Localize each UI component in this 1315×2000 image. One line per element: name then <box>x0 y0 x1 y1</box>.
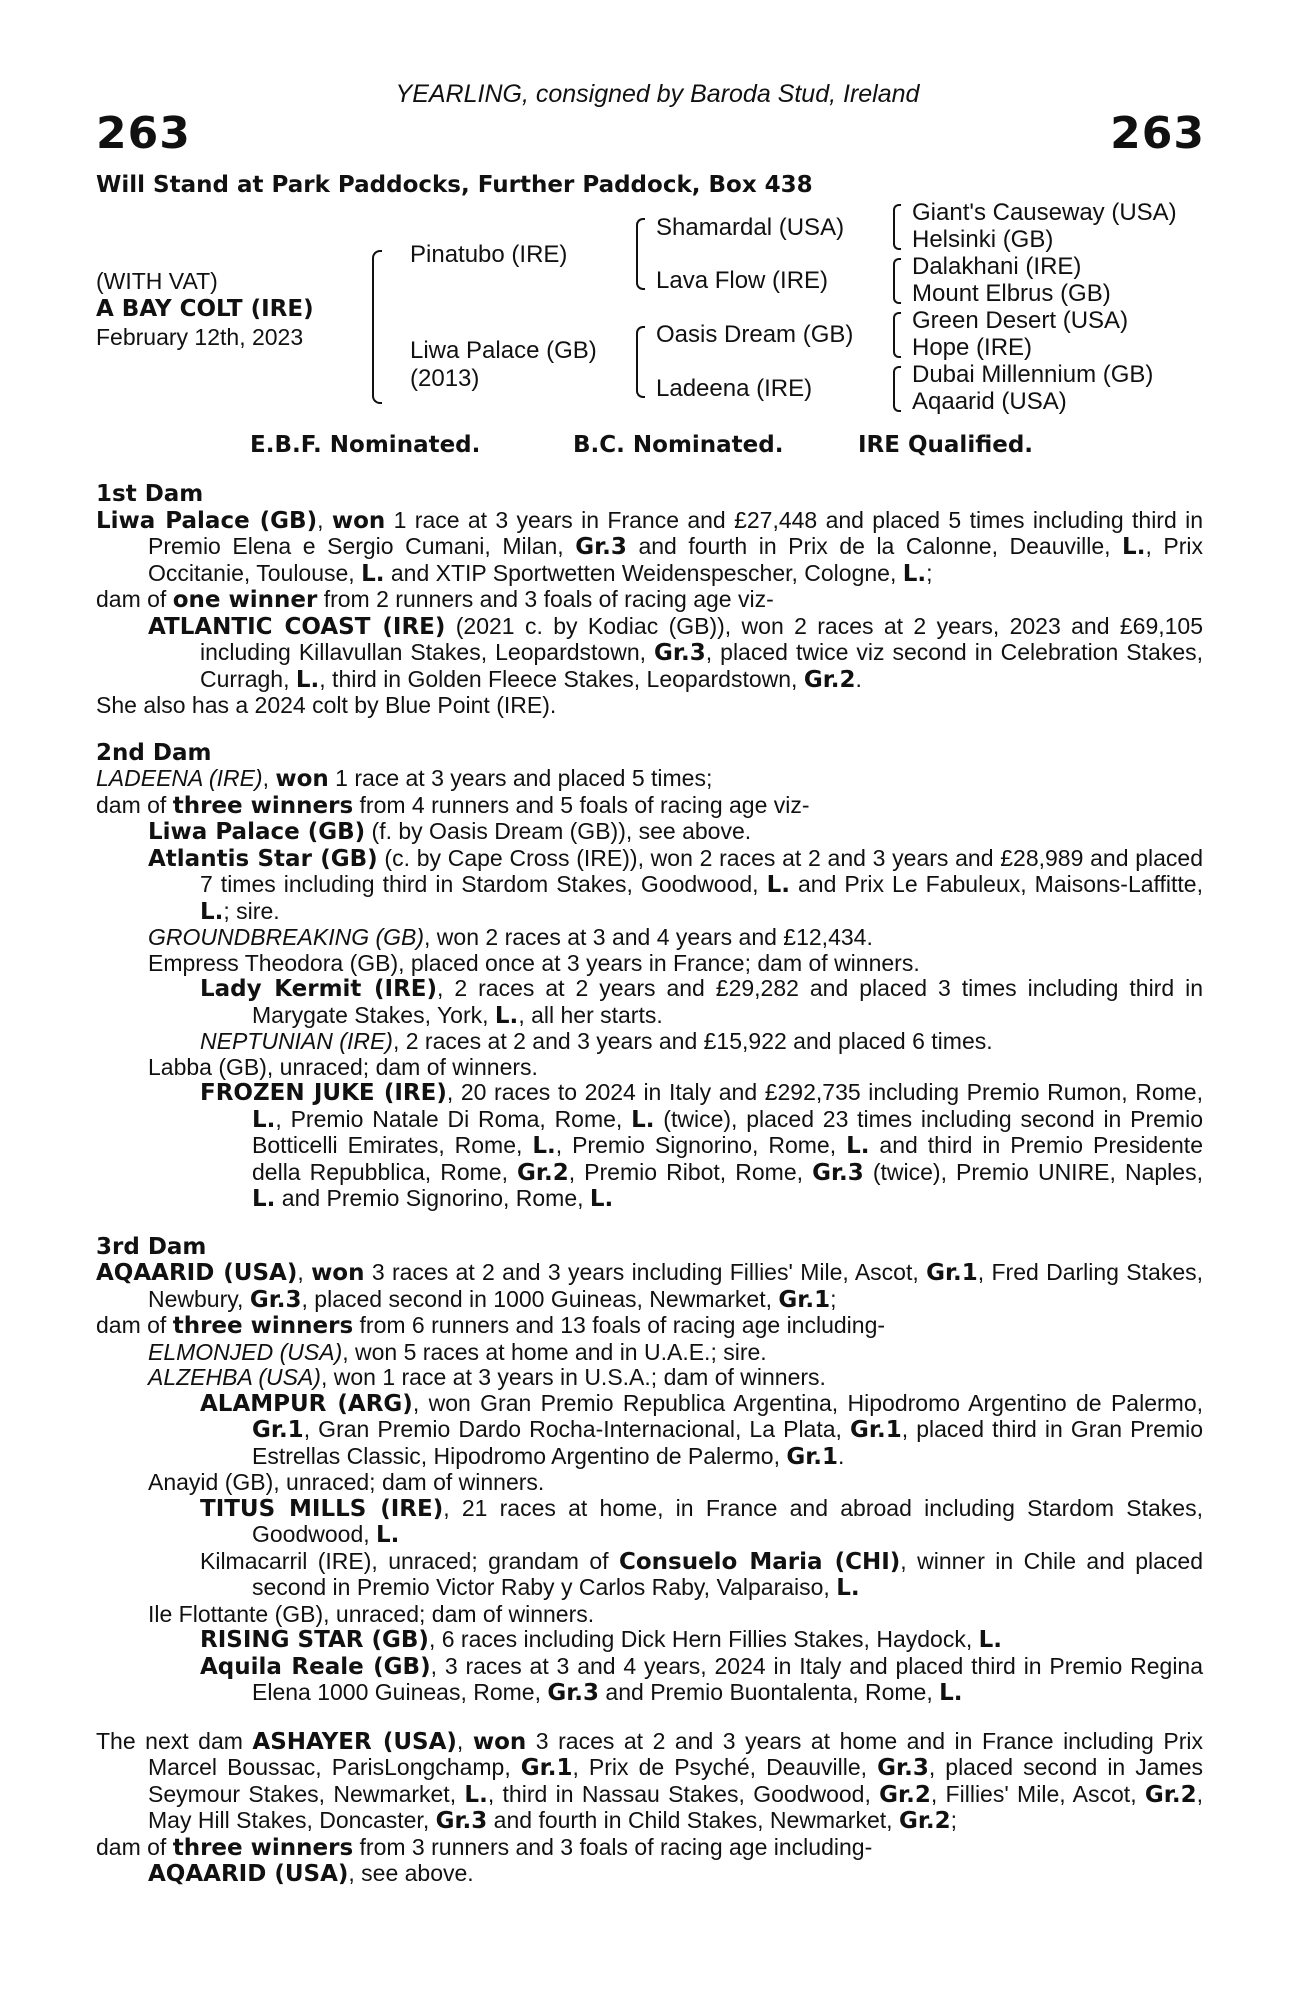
first-dam-record: Liwa Palace (GB), won 1 race at 3 years in France and £27,448 and placed 5 times including third in Premio Elena e Sergio Cumani, Milan, Gr.3 and fourth in Prix de la Calonne, Deauville, L., Prix Occitanie, Toulouse, L. and XTIP Sportwetten Weidenspescher, Cologne, L.; <box>96 506 1204 587</box>
progeny-name: GROUNDBREAKING (GB) <box>148 924 425 950</box>
text: , won 5 races at home and in U.A.E.; sire. <box>342 1338 767 1365</box>
won-label: won <box>275 766 329 792</box>
listed-label: L. <box>902 560 927 587</box>
third-dam-heading: 3rd Dam <box>96 1233 207 1260</box>
pedigree-brace-sire <box>636 218 645 290</box>
text: . <box>855 665 862 692</box>
text: , 20 races to 2024 in Italy and £292,735 including Premio Rumon, Rome, <box>446 1079 1203 1105</box>
progeny-entry <box>96 1365 1203 1391</box>
winners-count: one winner <box>172 587 318 613</box>
consignment-subtitle: YEARLING, consigned by Baroda Stud, Ireland <box>395 80 920 108</box>
listed-label: L. <box>1122 534 1146 560</box>
pedigree-brace-main <box>372 250 382 404</box>
listed-label: L. <box>846 1133 870 1159</box>
text: ; <box>950 1807 958 1833</box>
progeny-name: FROZEN JUKE (IRE) <box>200 1080 447 1106</box>
progeny-entry: Ile Flottante (GB), unraced; dam of winners. <box>148 1600 595 1627</box>
next-dam-name: ASHAYER (USA) <box>252 1728 457 1755</box>
progeny-entry: Anayid (GB), unraced; dam of winners. <box>148 1469 545 1495</box>
grand-progeny-entry <box>96 1391 1203 1471</box>
grand-progeny-entry <box>96 1627 1203 1654</box>
listed-label: L. <box>939 1680 963 1706</box>
dam-dam-sire: Dubai Millennium (GB) <box>912 361 1154 388</box>
second-dam-heading: 2nd Dam <box>96 739 212 766</box>
text: , Premio Natale Di Roma, Rome, <box>275 1105 632 1132</box>
winners-count: three winners <box>172 1313 354 1339</box>
listed-label: L. <box>631 1106 655 1133</box>
group-2-label: Gr.2 <box>879 1781 931 1808</box>
text: , Prix de Psyché, Deauville, <box>572 1754 878 1780</box>
second-dam-produce-summary <box>96 793 1203 820</box>
text: ; <box>926 559 933 586</box>
text: ; <box>830 1285 837 1312</box>
text: and third in Premio Presidente della Repubblica, Rome, <box>252 1132 1203 1185</box>
text: 1 race at 3 years and placed 5 times; <box>328 765 713 791</box>
text: , 3 races at 3 and 4 years, 2024 in Italy and placed third in Premio Regina Elena 1000 Guineas, Rome, <box>252 1652 1204 1705</box>
group-2-label: Gr.2 <box>898 1808 951 1834</box>
progeny-name: ALZEHBA (USA) <box>148 1364 321 1390</box>
won-label: won <box>331 507 386 534</box>
text: , third in Golden Fleece Stakes, Leopardstown, <box>319 665 804 692</box>
pedigree-brace-gen3-4 <box>893 366 901 412</box>
grand-progeny-entry <box>96 1080 1203 1213</box>
group-1-label: Gr.1 <box>786 1443 839 1470</box>
text: from 3 runners and 3 foals of racing age including- <box>353 1833 873 1860</box>
ire-qualified: IRE Qualified. <box>858 432 1034 458</box>
text: , <box>297 1259 312 1285</box>
progeny-entry: Labba (GB), unraced; dam of winners. <box>148 1053 538 1080</box>
dam: Liwa Palace (GB) <box>410 337 597 364</box>
text: The next dam <box>96 1727 253 1754</box>
winners-count: three winners <box>172 792 354 819</box>
progeny-entry <box>96 1861 1203 1888</box>
text: 3 races at 2 and 3 years including Fillies' Mile, Ascot, <box>364 1259 927 1285</box>
first-dam-heading: 1st Dam <box>96 481 204 507</box>
third-dam-record <box>96 1260 1203 1313</box>
text: and fourth in Prix de la Calonne, Deauville, <box>626 533 1123 559</box>
group-1-label: Gr.1 <box>520 1755 573 1781</box>
grand-progeny-entry <box>96 1549 1203 1602</box>
group-3-label: Gr.3 <box>547 1680 600 1706</box>
lot-number-right: 263 <box>1110 108 1205 159</box>
group-2-label: Gr.2 <box>803 666 856 693</box>
text: , 6 races including Dick Hern Fillies Stakes, Haydock, <box>428 1626 979 1652</box>
dam-year: (2013) <box>410 365 480 392</box>
sire-dam: Lava Flow (IRE) <box>656 267 829 294</box>
text: , placed third in Gran Premio Estrellas Classic, Hipodromo Argentino de Palermo, <box>252 1416 1203 1469</box>
sire-dam-dam: Mount Elbrus (GB) <box>912 280 1111 307</box>
progeny-entry <box>96 819 1203 846</box>
progeny-name: Consuelo Maria (CHI) <box>618 1548 901 1575</box>
group-1-label: Gr.1 <box>926 1260 978 1286</box>
text: , see above. <box>348 1860 474 1886</box>
listed-label: L. <box>252 1106 276 1133</box>
text: dam of <box>96 586 173 612</box>
text: (f. by Oasis Dream (GB)), see above. <box>365 818 752 844</box>
stand-location: Will Stand at Park Paddocks, Further Paddock, Box 438 <box>96 172 813 198</box>
text: (c. by Cape Cross (IRE)), won 2 races at 2 and 3 years and £28,989 and placed 7 times including third in Stardom Stakes, Goodwood, <box>200 844 1204 897</box>
group-3-label: Gr.3 <box>575 534 627 560</box>
group-2-label: Gr.2 <box>517 1159 569 1186</box>
text: from 4 runners and 5 foals of racing age viz- <box>353 791 810 818</box>
text: , 2 races at 2 and 3 years and £15,922 and placed 6 times. <box>392 1028 993 1054</box>
text: , placed second in James Seymour Stakes, Newmarket, <box>148 1754 1204 1807</box>
dam-sire-dam: Hope (IRE) <box>912 334 1033 361</box>
next-dam-record <box>96 1729 1203 1835</box>
text: dam of <box>96 791 173 818</box>
text: Kilmacarril (IRE), unraced; grandam of <box>200 1547 619 1574</box>
third-dam-produce-summary <box>96 1313 1203 1340</box>
progeny-name: TITUS MILLS (IRE) <box>200 1495 444 1522</box>
group-1-label: Gr.1 <box>778 1286 831 1313</box>
text: and fourth in Child Stakes, Newmarket, <box>487 1807 899 1833</box>
text: , 21 races at home, in France and abroad including Stardom Stakes, Goodwood, <box>252 1494 1203 1547</box>
listed-label: L. <box>361 560 385 587</box>
listed-label: L. <box>200 898 224 925</box>
text: , Fred Darling Stakes, Newbury, <box>148 1259 1204 1312</box>
text: and XTIP Sportwetten Weidenspescher, Cologne, <box>384 559 903 586</box>
first-dam-produce-summary <box>96 587 1203 614</box>
first-dam-name: Liwa Palace (GB) <box>96 507 318 534</box>
progeny-name: Liwa Palace (GB) <box>148 819 366 845</box>
text: , all her starts. <box>518 1001 663 1028</box>
text: , <box>456 1727 473 1754</box>
sire-sire-sire: Giant's Causeway (USA) <box>912 199 1177 226</box>
text: , Premio Signorino, Rome, <box>555 1132 847 1158</box>
text: , third in Nassau Stakes, Goodwood, <box>487 1780 880 1807</box>
text: , <box>262 765 276 791</box>
grand-progeny-entry <box>96 1496 1203 1549</box>
progeny-name: ATLANTIC COAST (IRE) <box>148 613 446 640</box>
text: (twice), Premio UNIRE, Naples, <box>863 1158 1203 1185</box>
lot-number-left: 263 <box>96 108 191 159</box>
dam-sire: Oasis Dream (GB) <box>656 321 854 348</box>
listed-label: L. <box>766 872 790 898</box>
text: ; sire. <box>223 897 280 924</box>
progeny-name: Lady Kermit (IRE) <box>200 976 438 1002</box>
bc-nomination: B.C. Nominated. <box>573 432 784 458</box>
winners-count: three winners <box>172 1834 354 1861</box>
progeny-name: ALAMPUR (ARG) <box>200 1390 413 1417</box>
pedigree-brace-dam <box>636 326 645 398</box>
catalogue-body <box>96 482 1203 1888</box>
pedigree-brace-gen3-3 <box>893 312 901 358</box>
horse-name: A BAY COLT (IRE) <box>96 296 314 322</box>
foaling-date: February 12th, 2023 <box>96 324 304 350</box>
listed-label: L. <box>464 1781 488 1808</box>
grand-progeny-entry <box>96 1654 1203 1707</box>
text: , May Hill Stakes, Doncaster, <box>148 1780 1203 1833</box>
text: , Prix Occitanie, Toulouse, <box>148 533 1203 586</box>
third-dam-name: AQAARID (USA) <box>96 1260 298 1286</box>
pedigree-brace-gen3-1 <box>893 204 901 250</box>
text: , won 2 races at 3 and 4 years and £12,434. <box>424 924 873 950</box>
listed-label: L. <box>978 1627 1003 1653</box>
text: , Fillies' Mile, Ascot, <box>930 1780 1145 1807</box>
listed-label: L. <box>836 1575 860 1601</box>
group-3-label: Gr.3 <box>435 1808 488 1834</box>
text: from 6 runners and 13 foals of racing age including- <box>353 1312 886 1338</box>
group-3-label: Gr.3 <box>654 640 706 666</box>
next-dam-produce-summary <box>96 1835 1203 1862</box>
group-3-label: Gr.3 <box>812 1159 864 1186</box>
grand-progeny-entry <box>96 1029 1203 1055</box>
ebf-nomination: E.B.F. Nominated. <box>250 432 481 458</box>
dam-dam-dam: Aqaarid (USA) <box>912 388 1067 415</box>
second-dam-name: LADEENA (IRE) <box>96 765 263 791</box>
listed-label: L. <box>252 1186 276 1212</box>
text: (2021 c. by Kodiac (GB)), won 2 races at 2 years, 2023 and £69,105 including Killavullan Stakes, Leopardstown, <box>200 612 1204 665</box>
text: 1 race at 3 years in France and £27,448 and placed 5 times including third in Premio Elena e Sergio Cumani, Milan, <box>148 506 1204 559</box>
progeny-name: Atlantis Star (GB) <box>148 845 378 872</box>
text: and Premio Signorino, Rome, <box>275 1185 590 1211</box>
progeny-name: RISING STAR (GB) <box>200 1627 429 1653</box>
group-3-label: Gr.3 <box>249 1286 302 1313</box>
progeny-name: ELMONJED (USA) <box>148 1338 343 1365</box>
listed-label: L. <box>494 1002 519 1029</box>
listed-label: L. <box>376 1522 400 1548</box>
listed-label: L. <box>589 1186 614 1212</box>
text: , Gran Premio Dardo Rocha-Internacional, La Plata, <box>303 1416 851 1442</box>
text: , Premio Ribot, Rome, <box>568 1158 813 1185</box>
progeny-entry: Empress Theodora (GB), placed once at 3 years in France; dam of winners. <box>148 949 920 976</box>
text: , placed second in 1000 Guineas, Newmarket, <box>301 1285 779 1312</box>
text: , won Gran Premio Republica Argentina, Hipodromo Argentino de Palermo, <box>412 1389 1204 1416</box>
text: 3 races at 2 and 3 years at home and in France including Prix Marcel Boussac, ParisLongchamp, <box>148 1727 1203 1780</box>
second-dam-record <box>96 766 1203 793</box>
sire-sire-dam: Helsinki (GB) <box>912 226 1054 253</box>
text: and Prix Le Fabuleux, Maisons-Laffitte, <box>790 871 1203 897</box>
text: , winner in Chile and placed second in Premio Victor Raby y Carlos Raby, Valparaiso, <box>252 1547 1203 1600</box>
group-2-label: Gr.2 <box>1144 1781 1197 1808</box>
progeny-entry <box>96 1340 1203 1366</box>
group-1-label: Gr.1 <box>850 1417 902 1443</box>
sire: Pinatubo (IRE) <box>410 241 568 268</box>
text: from 2 runners and 3 foals of racing age viz- <box>317 586 774 612</box>
progeny-entry <box>96 846 1203 926</box>
text: . <box>838 1442 845 1469</box>
group-1-label: Gr.1 <box>252 1417 304 1443</box>
won-label: won <box>472 1728 527 1755</box>
progeny-entry <box>96 925 1203 951</box>
text: (twice), placed 23 times including second in Premio Botticelli Emirates, Rome, <box>252 1105 1203 1158</box>
progeny-name: Aquila Reale (GB) <box>200 1653 431 1680</box>
sire-sire: Shamardal (USA) <box>656 214 845 241</box>
first-dam-note: She also has a 2024 colt by Blue Point (IRE). <box>96 692 557 718</box>
progeny-name: AQAARID (USA) <box>148 1861 349 1887</box>
progeny-name: NEPTUNIAN (IRE) <box>200 1028 393 1054</box>
listed-label: L. <box>532 1133 556 1159</box>
sire-dam-sire: Dalakhani (IRE) <box>912 253 1082 280</box>
text: , placed twice viz second in Celebration Stakes, Curragh, <box>200 639 1203 692</box>
won-label: won <box>311 1260 365 1286</box>
text: , won 1 race at 3 years in U.S.A.; dam of winners. <box>320 1364 826 1390</box>
dam-sire-sire: Green Desert (USA) <box>912 307 1129 334</box>
text: and Premio Buontalenta, Rome, <box>599 1679 940 1705</box>
listed-label: L. <box>295 666 320 693</box>
group-3-label: Gr.3 <box>877 1755 929 1781</box>
text: dam of <box>96 1312 173 1338</box>
dam-dam: Ladeena (IRE) <box>656 375 813 402</box>
progeny-entry <box>96 614 1203 694</box>
vat-note: (WITH VAT) <box>96 268 218 294</box>
grand-progeny-entry <box>96 976 1203 1029</box>
text: , 2 races at 2 years and £29,282 and placed 3 times including third in Marygate Stakes, York, <box>252 975 1203 1028</box>
text: dam of <box>96 1833 173 1860</box>
pedigree-brace-gen3-2 <box>893 258 901 304</box>
